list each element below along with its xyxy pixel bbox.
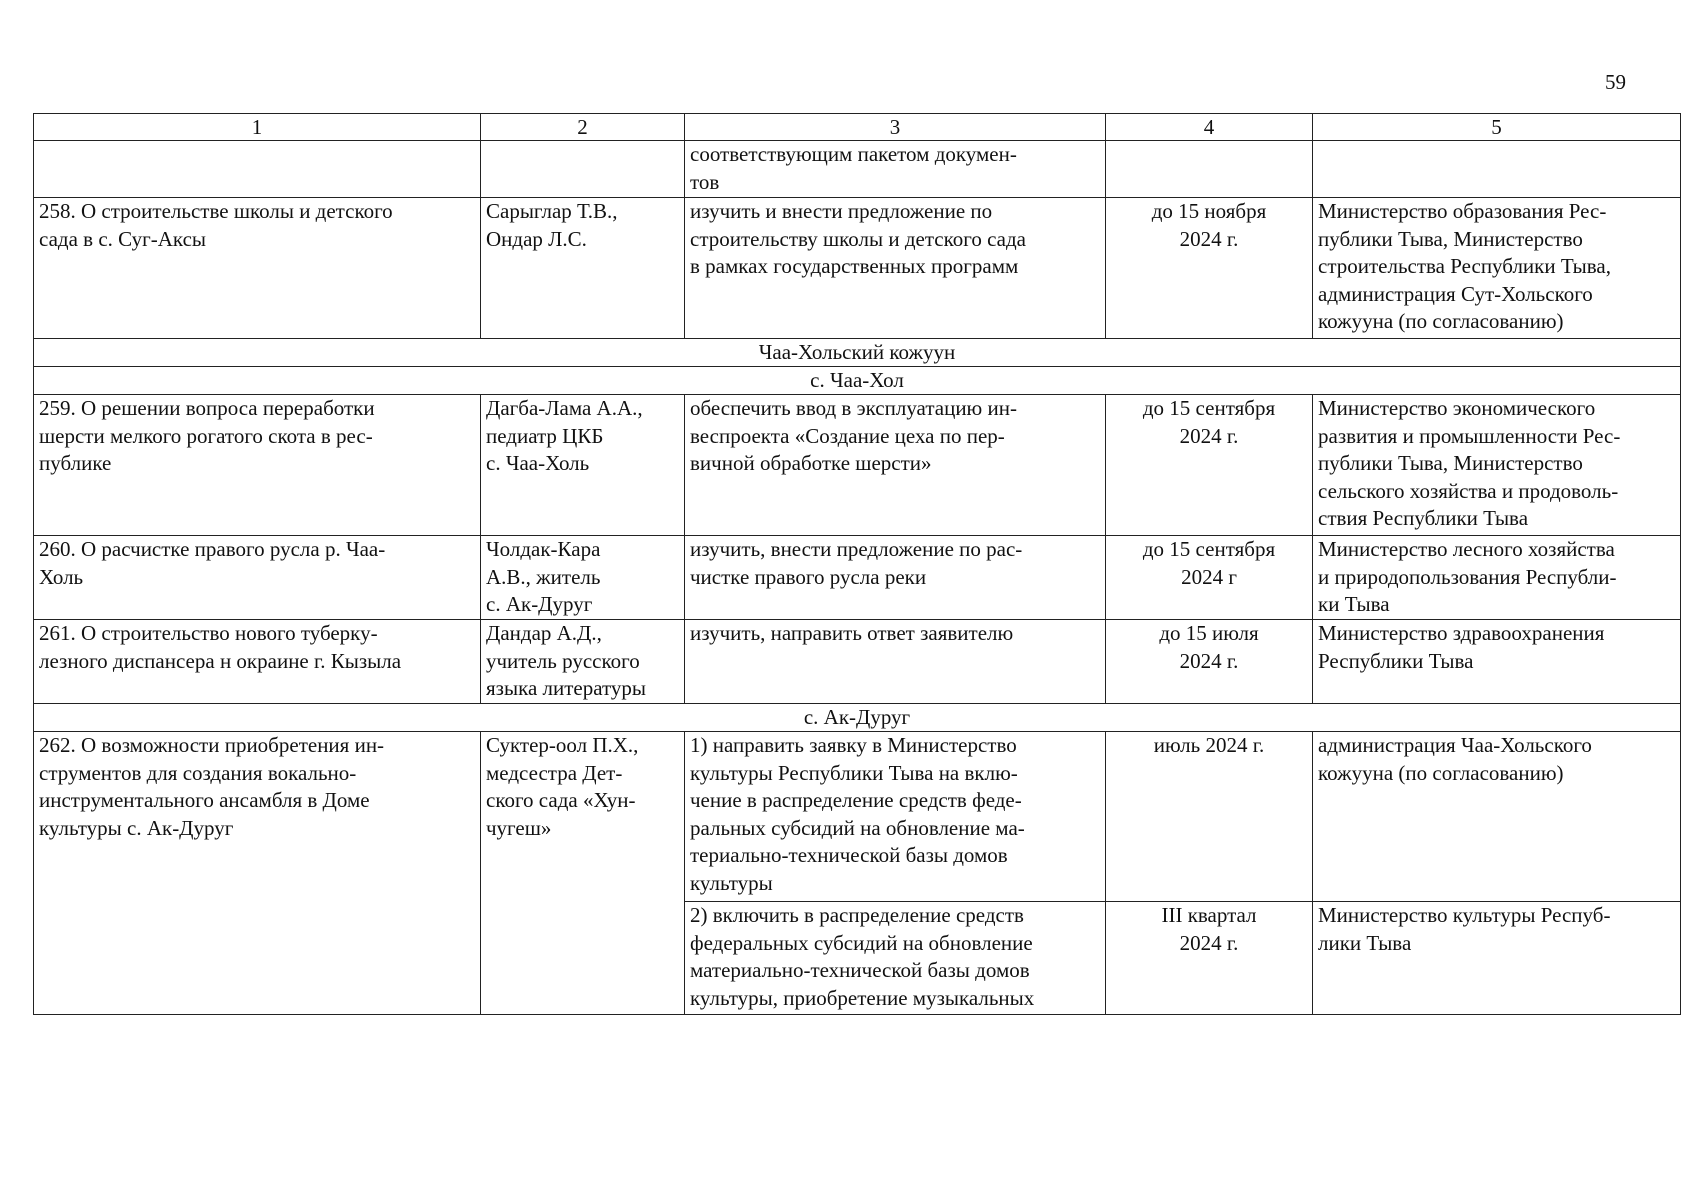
cell-subject: 260. О расчистке правого русла р. Чаа- Холь [34, 536, 481, 620]
table-row-continuation [34, 141, 1681, 198]
cell-subject: 262. О возможности приобретения ин- струментов для создания вокально- инструментального ансамбля в Доме культуры с. Ак-Дуруг [34, 732, 481, 1015]
cell-responsible: Министерство образования Рес- публики Тыва, Министерство строительства Республики Тыва, администрация Сут-Хольского кожууна (по согласованию) [1313, 198, 1681, 339]
column-header-2: 2 [481, 114, 685, 141]
cell-deadline [1106, 141, 1313, 198]
section-title: Чаа-Хольский кожуун [34, 339, 1681, 367]
table-row-260 [34, 536, 1681, 620]
section-title: с. Ак-Дуруг [34, 704, 1681, 732]
page-number: 59 [1605, 70, 1626, 94]
table-row-258 [34, 198, 1681, 339]
section-title: с. Чаа-Хол [34, 367, 1681, 395]
cell-applicant: Сарыглар Т.В., Ондар Л.С. [481, 198, 685, 339]
cell-deadline: до 15 июля 2024 г. [1106, 620, 1313, 704]
column-header-5: 5 [1313, 114, 1681, 141]
table-row-261 [34, 620, 1681, 704]
cell-applicant: Чолдак-Кара А.В., житель с. Ак-Дуруг [481, 536, 685, 620]
cell-responsible: Министерство здравоохранения Республики Тыва [1313, 620, 1681, 704]
cell-applicant [481, 141, 685, 198]
table-row-259 [34, 395, 1681, 536]
table-header-row [34, 114, 1681, 141]
cell-responsible: администрация Чаа-Хольского кожууна (по согласованию) [1313, 732, 1681, 902]
cell-subject [34, 141, 481, 198]
column-header-3: 3 [685, 114, 1106, 141]
section-row-ak-durug [34, 704, 1681, 732]
cell-deadline: до 15 сентября 2024 г. [1106, 395, 1313, 536]
cell-deadline: июль 2024 г. [1106, 732, 1313, 902]
decisions-table [33, 113, 1681, 1015]
cell-deadline: до 15 сентября 2024 г [1106, 536, 1313, 620]
section-row-kozhuun [34, 339, 1681, 367]
cell-subject: 261. О строительство нового туберку- лезного диспансера н окраине г. Кызыла [34, 620, 481, 704]
cell-subject: 258. О строительстве школы и детского сада в с. Суг-Аксы [34, 198, 481, 339]
cell-responsible: Министерство лесного хозяйства и природопользования Республи- ки Тыва [1313, 536, 1681, 620]
cell-action: 1) направить заявку в Министерство культуры Республики Тыва на вклю- чение в распределение средств феде- ральных субсидий на обновление ма- териально-технической базы домов культуры [685, 732, 1106, 902]
cell-responsible [1313, 141, 1681, 198]
cell-responsible: Министерство культуры Респуб- лики Тыва [1313, 902, 1681, 1015]
section-row-chaa-khol [34, 367, 1681, 395]
cell-deadline: до 15 ноября 2024 г. [1106, 198, 1313, 339]
cell-applicant: Дагба-Лама А.А., педиатр ЦКБ с. Чаа-Холь [481, 395, 685, 536]
cell-responsible: Министерство экономического развития и промышленности Рес- публики Тыва, Министерство сельского хозяйства и продоволь- ствия Республики Тыва [1313, 395, 1681, 536]
cell-action: изучить, внести предложение по рас- чистке правого русла реки [685, 536, 1106, 620]
cell-applicant: Суктер-оол П.Х., медсестра Дет- ского сада «Хун- чугеш» [481, 732, 685, 1015]
cell-applicant: Дандар А.Д., учитель русского языка литературы [481, 620, 685, 704]
cell-action: изучить, направить ответ заявителю [685, 620, 1106, 704]
cell-subject: 259. О решении вопроса переработки шерсти мелкого рогатого скота в рес- публике [34, 395, 481, 536]
cell-action: обеспечить ввод в эксплуатацию ин- веспроекта «Создание цеха по пер- вичной обработке шерсти» [685, 395, 1106, 536]
column-header-1: 1 [34, 114, 481, 141]
table-row-262 [34, 732, 1681, 902]
cell-action: соответствующим пакетом докумен- тов [685, 141, 1106, 198]
cell-action: изучить и внести предложение по строительству школы и детского сада в рамках государственных программ [685, 198, 1106, 339]
column-header-4: 4 [1106, 114, 1313, 141]
cell-action: 2) включить в распределение средств федеральных субсидий на обновление материально-технической базы домов культуры, приобретение музыкальных [685, 902, 1106, 1015]
cell-deadline: III квартал 2024 г. [1106, 902, 1313, 1015]
